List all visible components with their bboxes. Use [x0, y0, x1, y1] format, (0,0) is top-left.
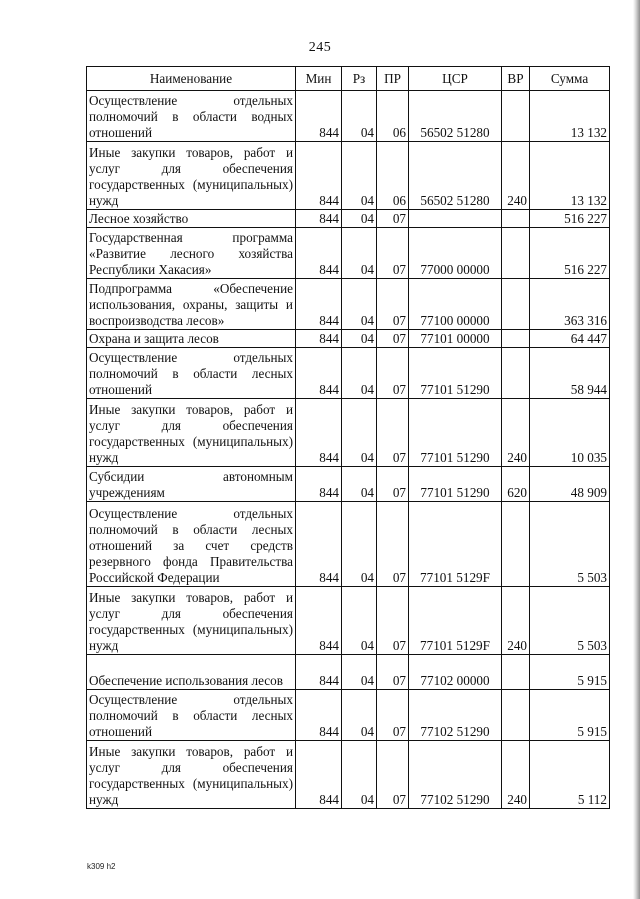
header-pr: ПР	[377, 67, 409, 91]
cell-vr: 240	[502, 142, 530, 210]
cell-rz: 04	[342, 228, 377, 279]
cell-name: Иные закупки товаров, работ и услуг для обеспечения государственных (муниципальных) нужд	[87, 399, 296, 467]
cell-min: 844	[296, 91, 342, 142]
table-row	[87, 655, 610, 690]
cell-csr: 56502 51280	[409, 142, 502, 210]
cell-name: Лесное хозяйство	[87, 210, 296, 228]
cell-pr: 07	[377, 330, 409, 348]
table-row	[87, 330, 610, 348]
cell-pr: 07	[377, 690, 409, 741]
cell-name: Подпрограмма «Обеспечение использования, охраны, защиты и воспроизводства лесов»	[87, 279, 296, 330]
table-row	[87, 587, 610, 655]
cell-vr: 620	[502, 467, 530, 502]
table-row	[87, 467, 610, 502]
cell-rz: 04	[342, 348, 377, 399]
cell-pr: 07	[377, 655, 409, 690]
cell-sum: 13 132	[530, 142, 610, 210]
cell-name: Иные закупки товаров, работ и услуг для обеспечения государственных (муниципальных) нужд	[87, 741, 296, 809]
table-row	[87, 348, 610, 399]
cell-vr	[502, 279, 530, 330]
header-rz: Рз	[342, 67, 377, 91]
cell-name: Обеспечение использования лесов	[87, 655, 296, 690]
cell-min: 844	[296, 655, 342, 690]
header-vr: ВР	[502, 67, 530, 91]
cell-vr	[502, 655, 530, 690]
cell-sum: 58 944	[530, 348, 610, 399]
cell-rz: 04	[342, 399, 377, 467]
cell-sum: 5 112	[530, 741, 610, 809]
page-edge-shadow	[633, 0, 640, 899]
cell-vr: 240	[502, 399, 530, 467]
header-name: Наименование	[87, 67, 296, 91]
cell-min: 844	[296, 467, 342, 502]
cell-name: Охрана и защита лесов	[87, 330, 296, 348]
table-row	[87, 741, 610, 809]
cell-sum: 10 035	[530, 399, 610, 467]
cell-csr: 77100 00000	[409, 279, 502, 330]
cell-name: Государственная программа «Развитие лесного хозяйства Республики Хакасия»	[87, 228, 296, 279]
cell-sum: 516 227	[530, 228, 610, 279]
cell-sum: 363 316	[530, 279, 610, 330]
header-sum: Сумма	[530, 67, 610, 91]
cell-csr: 77101 51290	[409, 348, 502, 399]
header-csr: ЦСР	[409, 67, 502, 91]
cell-csr: 56502 51280	[409, 91, 502, 142]
footer-code: k309 h2	[87, 862, 116, 871]
table-row	[87, 228, 610, 279]
cell-csr: 77102 51290	[409, 690, 502, 741]
cell-pr: 07	[377, 210, 409, 228]
cell-vr: 240	[502, 587, 530, 655]
cell-min: 844	[296, 502, 342, 587]
table-row	[87, 690, 610, 741]
cell-name: Осуществление отдельных полномочий в области лесных отношений	[87, 690, 296, 741]
cell-rz: 04	[342, 330, 377, 348]
cell-sum: 48 909	[530, 467, 610, 502]
cell-vr	[502, 502, 530, 587]
cell-name: Субсидии автономным учреждениям	[87, 467, 296, 502]
cell-min: 844	[296, 279, 342, 330]
cell-name: Осуществление отдельных полномочий в области лесных отношений	[87, 348, 296, 399]
cell-csr	[409, 210, 502, 228]
cell-min: 844	[296, 587, 342, 655]
cell-pr: 07	[377, 502, 409, 587]
cell-vr	[502, 690, 530, 741]
cell-name: Осуществление отдельных полномочий в области лесных отношений за счет средств резервного фонда Правительства Российской Федерации	[87, 502, 296, 587]
cell-rz: 04	[342, 587, 377, 655]
cell-min: 844	[296, 348, 342, 399]
cell-pr: 07	[377, 348, 409, 399]
table-row	[87, 502, 610, 587]
cell-min: 844	[296, 210, 342, 228]
cell-min: 844	[296, 741, 342, 809]
cell-sum: 5 503	[530, 587, 610, 655]
cell-pr: 07	[377, 741, 409, 809]
cell-min: 844	[296, 330, 342, 348]
cell-vr	[502, 228, 530, 279]
cell-vr	[502, 91, 530, 142]
cell-vr: 240	[502, 741, 530, 809]
cell-rz: 04	[342, 502, 377, 587]
cell-pr: 07	[377, 228, 409, 279]
cell-csr: 77101 5129F	[409, 502, 502, 587]
cell-rz: 04	[342, 279, 377, 330]
cell-csr: 77101 00000	[409, 330, 502, 348]
cell-min: 844	[296, 399, 342, 467]
cell-min: 844	[296, 142, 342, 210]
table-row	[87, 91, 610, 142]
cell-rz: 04	[342, 467, 377, 502]
budget-table	[86, 66, 610, 809]
table-row	[87, 399, 610, 467]
cell-sum: 64 447	[530, 330, 610, 348]
cell-csr: 77000 00000	[409, 228, 502, 279]
page-number: 245	[308, 40, 332, 55]
cell-name: Иные закупки товаров, работ и услуг для обеспечения государственных (муниципальных) нужд	[87, 142, 296, 210]
cell-sum: 5 915	[530, 690, 610, 741]
cell-csr: 77102 51290	[409, 741, 502, 809]
cell-pr: 07	[377, 279, 409, 330]
cell-csr: 77101 51290	[409, 467, 502, 502]
cell-vr	[502, 210, 530, 228]
cell-rz: 04	[342, 142, 377, 210]
cell-rz: 04	[342, 655, 377, 690]
header-min: Мин	[296, 67, 342, 91]
cell-pr: 07	[377, 467, 409, 502]
cell-csr: 77101 5129F	[409, 587, 502, 655]
cell-rz: 04	[342, 741, 377, 809]
table-row	[87, 279, 610, 330]
cell-pr: 07	[377, 587, 409, 655]
cell-sum: 13 132	[530, 91, 610, 142]
table-row	[87, 210, 610, 228]
table-header-row	[87, 67, 610, 91]
cell-rz: 04	[342, 210, 377, 228]
table-body	[87, 91, 610, 809]
cell-rz: 04	[342, 91, 377, 142]
cell-name: Иные закупки товаров, работ и услуг для обеспечения государственных (муниципальных) нужд	[87, 587, 296, 655]
cell-pr: 06	[377, 91, 409, 142]
cell-pr: 06	[377, 142, 409, 210]
cell-sum: 5 503	[530, 502, 610, 587]
cell-min: 844	[296, 690, 342, 741]
cell-csr: 77101 51290	[409, 399, 502, 467]
cell-sum: 516 227	[530, 210, 610, 228]
cell-name: Осуществление отдельных полномочий в области водных отношений	[87, 91, 296, 142]
cell-vr	[502, 348, 530, 399]
cell-csr: 77102 00000	[409, 655, 502, 690]
cell-sum: 5 915	[530, 655, 610, 690]
cell-vr	[502, 330, 530, 348]
cell-pr: 07	[377, 399, 409, 467]
table-row	[87, 142, 610, 210]
cell-rz: 04	[342, 690, 377, 741]
cell-min: 844	[296, 228, 342, 279]
